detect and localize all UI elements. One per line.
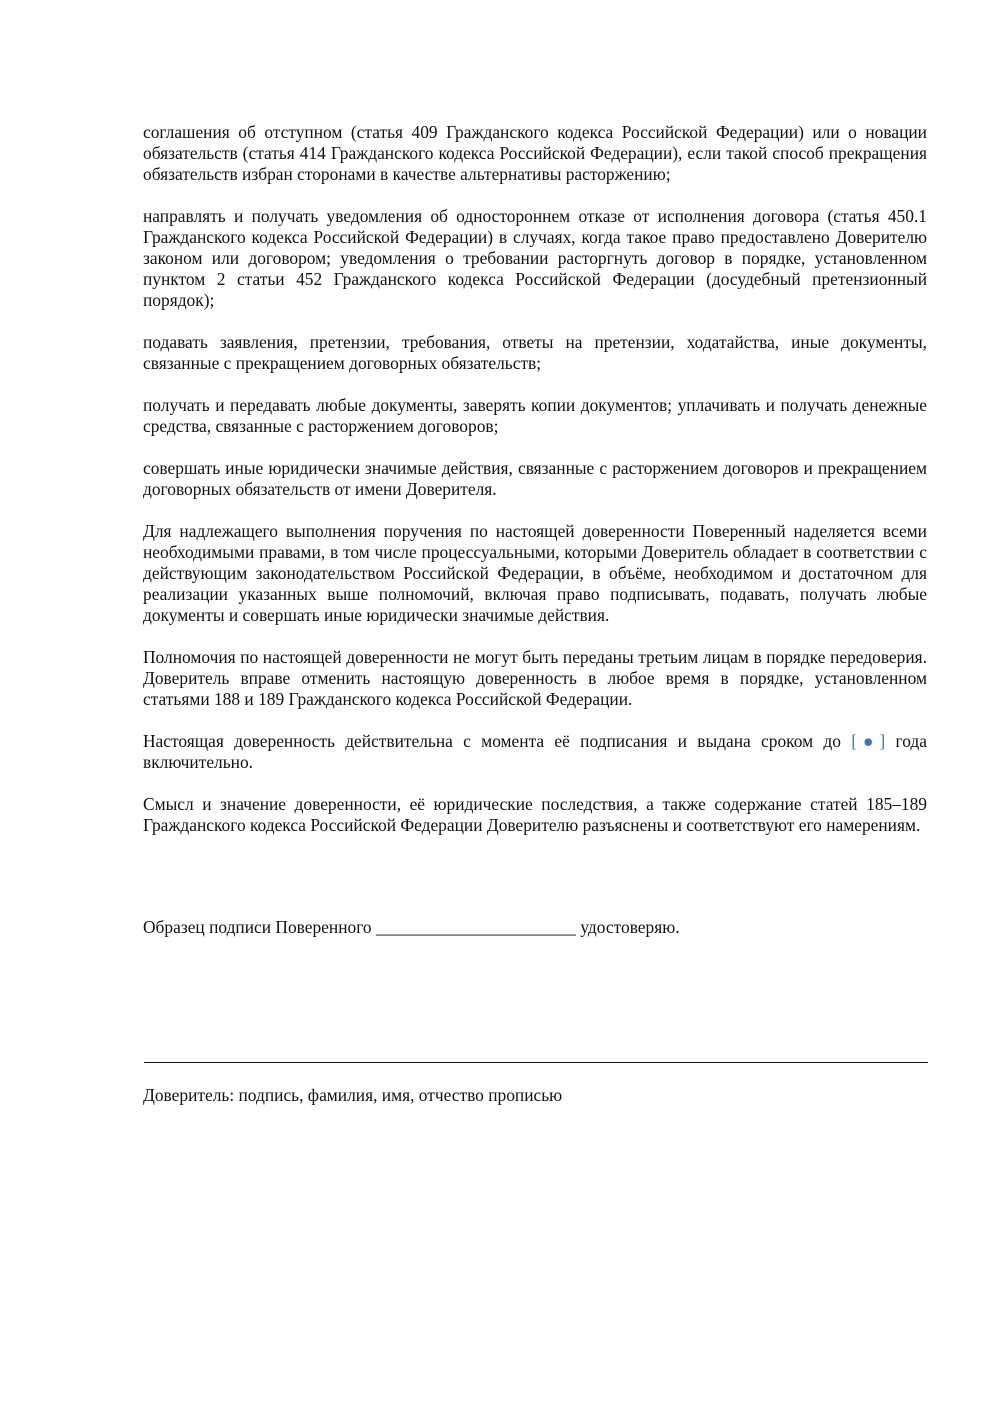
paragraph-documents: получать и передавать любые документы, заверять копии документов; уплачивать и получать денежные средства, связанные с расторжением договоров; <box>143 395 927 436</box>
paragraph-other-actions: совершать иные юридически значимые действия, связанные с расторжением договоров и прекращением договорных обязательств от имени Доверителя. <box>143 458 927 499</box>
signature-sample-line <box>143 917 927 938</box>
paragraph-explanation: Смысл и значение доверенности, её юридические последствия, а также содержание статей 185–189 Гражданского кодекса Российской Федерации Доверителю разъяснены и соответствуют его намерениям. <box>143 794 927 835</box>
signature-sample-blank: _______________________ <box>375 917 576 937</box>
paragraph-notifications: направлять и получать уведомления об одностороннем отказе от исполнения договора (статья 450.1 Гражданского кодекса Российской Федерации) в случаях, когда такое право предоставлено Доверителю законом или договором; уведомления о требовании расторгнуть договор в порядке, установленном пунктом 2 статьи 452 Гражданского кодекса Российской Федерации (досудебный претензионный порядок); <box>143 206 927 310</box>
signature-sample-certify: удостоверяю. <box>580 917 680 937</box>
paragraph-claims: подавать заявления, претензии, требования, ответы на претензии, ходатайства, иные документы, связанные с прекращением договорных обязательств; <box>143 332 927 373</box>
validity-text-after: года включительно. <box>143 731 927 772</box>
validity-date-placeholder: [●] <box>851 731 886 751</box>
document-body <box>143 122 927 857</box>
paragraph-delegation: Полномочия по настоящей доверенности не могут быть переданы третьим лицам в порядке передоверия. Доверитель вправе отменить настоящую доверенность в любое время в порядке, установленном статьями 188 и 189 Гражданского кодекса Российской Федерации. <box>143 647 927 709</box>
paragraph-settlement: соглашения об отступном (статья 409 Гражданского кодекса Российской Федерации) или о новации обязательств (статья 414 Гражданского кодекса Российской Федерации), если такой способ прекращения обязательств избран сторонами в качестве альтернативы расторжению; <box>143 122 927 184</box>
principal-signature-rule <box>144 1062 928 1063</box>
paragraph-validity <box>143 731 927 773</box>
validity-text-before: Настоящая доверенность действительна с момента её подписания и выдана сроком до <box>143 731 852 751</box>
principal-signature-caption: Доверитель: подпись, фамилия, имя, отчество прописью <box>143 1085 563 1105</box>
paragraph-rights: Для надлежащего выполнения поручения по настоящей доверенности Поверенный наделяется всеми необходимыми правами, в том числе процессуальными, которыми Доверитель обладает в соответствии с действующим законодательством Российской Федерации, в объёме, необходимом и достаточном для реализации указанных выше полномочий, включая право подписывать, подавать, получать любые документы и совершать иные юридически значимые действия. <box>143 521 927 625</box>
signature-sample-label: Образец подписи Поверенного <box>143 917 372 937</box>
